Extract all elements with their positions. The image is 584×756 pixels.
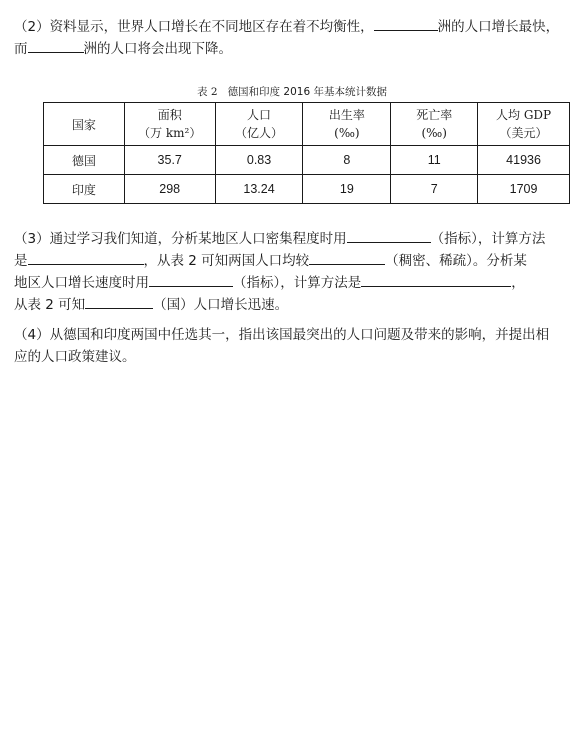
question-2 (14, 16, 572, 60)
cell-area: 298 (124, 175, 215, 204)
header-country: 国家 (44, 103, 125, 146)
question-3-line-2: 是 ，从表 2 可知两国人口均较 （稠密、稀疏）。分析某 (14, 250, 572, 272)
cell-gdp: 1709 (478, 175, 570, 204)
header-population: 人口 （亿人） (215, 103, 303, 146)
answer-blank-declining-continent[interactable] (28, 38, 84, 53)
question-3-line-1: （3）通过学习我们知道，分析某地区人口密集程度时用 （指标），计算方法 (14, 228, 572, 250)
cell-population: 13.24 (215, 175, 303, 204)
cell-country: 印度 (44, 175, 125, 204)
table-header-row (44, 103, 570, 146)
cell-death-rate: 7 (391, 175, 478, 204)
question-3-line-3: 地区人口增长速度时用 （指标），计算方法是 ， (14, 272, 572, 294)
question-2-line-2: 而 洲的人口将会出现下降。 (14, 38, 572, 60)
answer-blank-growth-method[interactable] (361, 272, 511, 287)
table-caption: 表 2 德国和印度 2016 年基本统计数据 (197, 86, 387, 98)
answer-blank-fastest-continent[interactable] (374, 16, 438, 31)
cell-gdp: 41936 (478, 146, 570, 175)
header-birth-rate: 出生率 (‰) (303, 103, 391, 146)
answer-blank-growth-indicator[interactable] (149, 272, 233, 287)
question-4 (14, 324, 572, 368)
cell-population: 0.83 (215, 146, 303, 175)
answer-blank-density-method[interactable] (28, 250, 144, 265)
header-gdp: 人均 GDP （美元） (478, 103, 570, 146)
table-row (44, 175, 570, 204)
cell-birth-rate: 8 (303, 146, 391, 175)
header-death-rate: 死亡率 (‰) (391, 103, 478, 146)
statistics-table (43, 102, 570, 204)
cell-country: 德国 (44, 146, 125, 175)
question-2-line-1: （2）资料显示，世界人口增长在不同地区存在着不均衡性， 洲的人口增长最快， (14, 16, 572, 38)
question-3-line-4: 从表 2 可知 （国）人口增长迅速。 (14, 294, 572, 316)
table-row (44, 146, 570, 175)
question-4-line-2: 应的人口政策建议。 (14, 349, 136, 365)
cell-birth-rate: 19 (303, 175, 391, 204)
question-4-line-1: （4）从德国和印度两国中任选其一，指出该国最突出的人口问题及带来的影响，并提出相 (14, 327, 550, 343)
answer-blank-density-indicator[interactable] (347, 228, 431, 243)
header-area: 面积 （万 km²） (124, 103, 215, 146)
cell-area: 35.7 (124, 146, 215, 175)
answer-blank-density-level[interactable] (309, 250, 385, 265)
answer-blank-fast-growth-country[interactable] (85, 294, 153, 309)
cell-death-rate: 11 (391, 146, 478, 175)
question-3 (14, 228, 572, 316)
